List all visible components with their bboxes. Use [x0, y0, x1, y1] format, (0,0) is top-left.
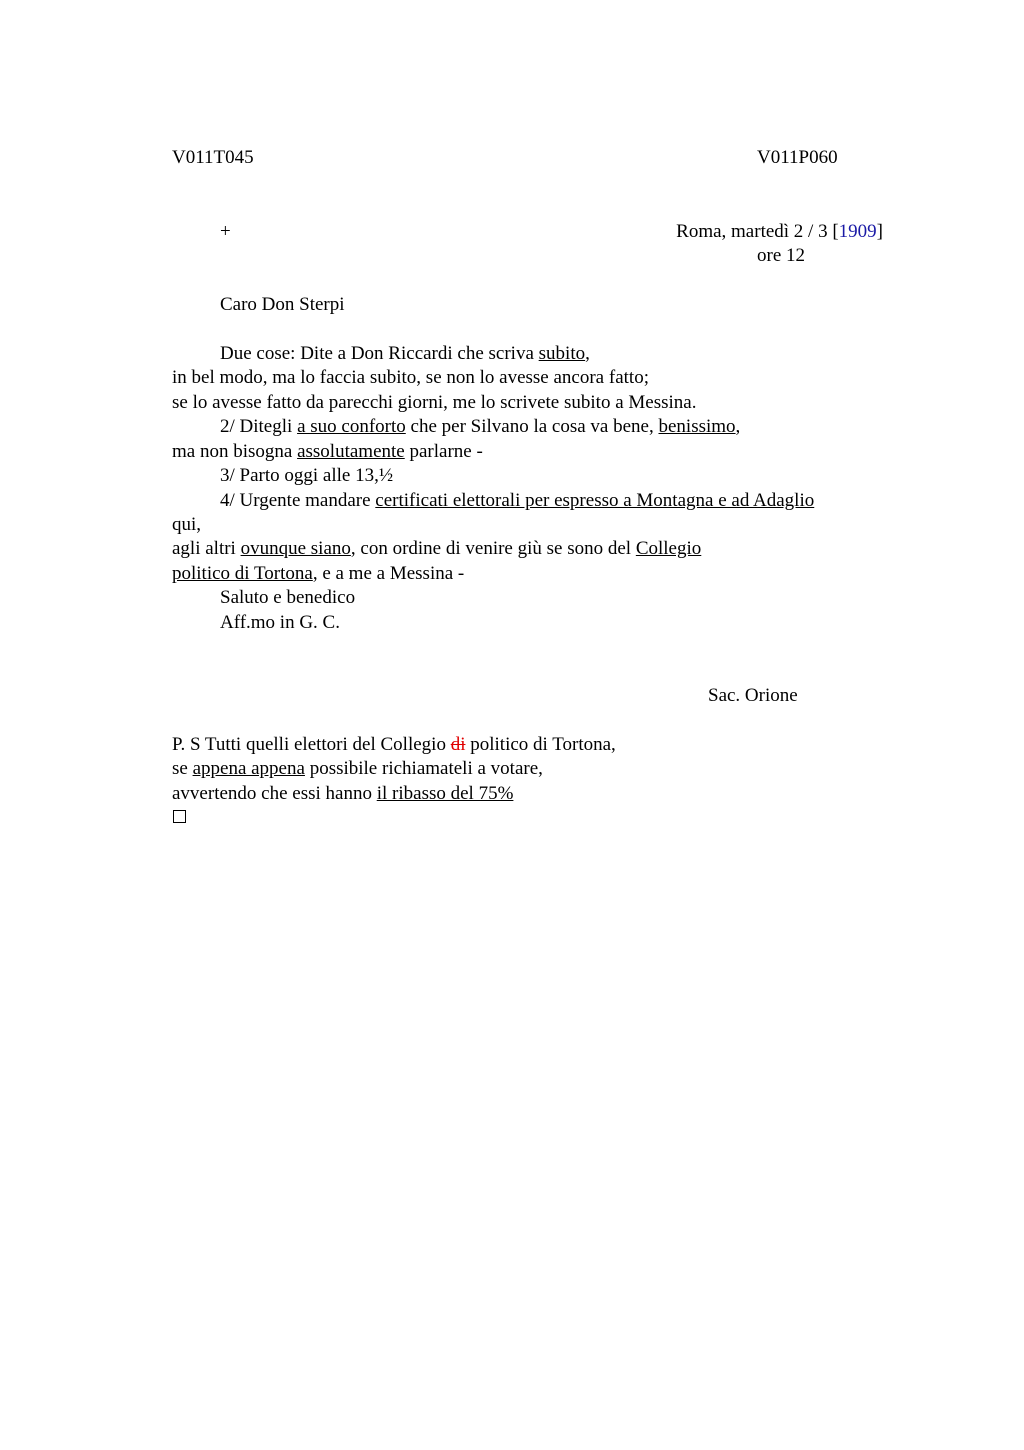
body-line-7	[220, 489, 814, 513]
text-run: ma non bisogna	[172, 441, 298, 462]
closing-greeting: Saluto e benedico	[220, 587, 356, 608]
date-year: 1909	[838, 221, 877, 242]
text-run: , e a me a Messina -	[312, 563, 465, 584]
underlined-text: assolutamente	[297, 441, 405, 462]
underlined-text: politico di Tortona	[172, 563, 313, 584]
postscript-line-1	[172, 733, 616, 757]
letter-date	[676, 220, 883, 244]
text-run: ,	[735, 416, 741, 437]
underlined-text: a suo conforto	[297, 416, 406, 437]
postscript-line-2	[172, 757, 543, 781]
document-code-right: V011P060	[757, 147, 838, 168]
body-line-10	[172, 562, 464, 586]
text-run: agli altri	[172, 538, 241, 559]
body-line-5	[172, 440, 483, 464]
underlined-text: subito	[538, 343, 586, 364]
text-run: possibile richiamateli a votare,	[304, 758, 543, 779]
signature: Sac. Orione	[708, 685, 798, 706]
text-run: avvertendo che essi hanno	[172, 783, 377, 804]
underlined-text: certificati elettorali per espresso a Montagna e ad Adaglio	[375, 490, 815, 511]
underlined-text: benissimo	[658, 416, 736, 437]
closing-affection: Aff.mo in G. C.	[220, 612, 340, 633]
body-line-2: in bel modo, ma lo faccia subito, se non lo avesse ancora fatto;	[172, 367, 649, 388]
text-run: , con ordine di venire giù se sono del	[350, 538, 636, 559]
cross-symbol: +	[220, 221, 231, 242]
body-line-3: se lo avesse fatto da parecchi giorni, me lo scrivete subito a Messina.	[172, 392, 697, 413]
postscript-line-3	[172, 782, 513, 806]
text-run: politico di Tortona,	[465, 734, 616, 755]
body-line-1	[220, 342, 590, 366]
struck-text: di	[450, 734, 466, 755]
body-line-6: 3/ Parto oggi alle 13,½	[220, 465, 394, 486]
text-run: 2/ Ditegli	[220, 416, 298, 437]
text-run: che per Silvano la cosa va bene,	[405, 416, 659, 437]
body-line-4	[220, 415, 740, 439]
text-run: Due cose: Dite a Don Riccardi che scriva	[220, 343, 539, 364]
body-line-9	[172, 537, 701, 561]
text-run: se	[172, 758, 193, 779]
salutation: Caro Don Sterpi	[220, 294, 345, 315]
text-run: 4/ Urgente mandare	[220, 490, 376, 511]
underlined-text: appena appena	[192, 758, 305, 779]
text-run: ,	[585, 343, 590, 364]
document-code-left: V011T045	[172, 147, 254, 168]
date-suffix: ]	[876, 221, 883, 242]
empty-box-icon	[173, 810, 186, 823]
text-run: P. S Tutti quelli elettori del Collegio	[172, 734, 451, 755]
letter-time: ore 12	[757, 245, 806, 266]
underlined-text: Collegio	[635, 538, 702, 559]
date-prefix: Roma, martedì 2 / 3 [	[676, 221, 839, 242]
underlined-text: il ribasso del 75%	[376, 783, 514, 804]
underlined-text: ovunque siano	[240, 538, 351, 559]
body-line-8: qui,	[172, 514, 202, 535]
text-run: parlarne -	[404, 441, 483, 462]
